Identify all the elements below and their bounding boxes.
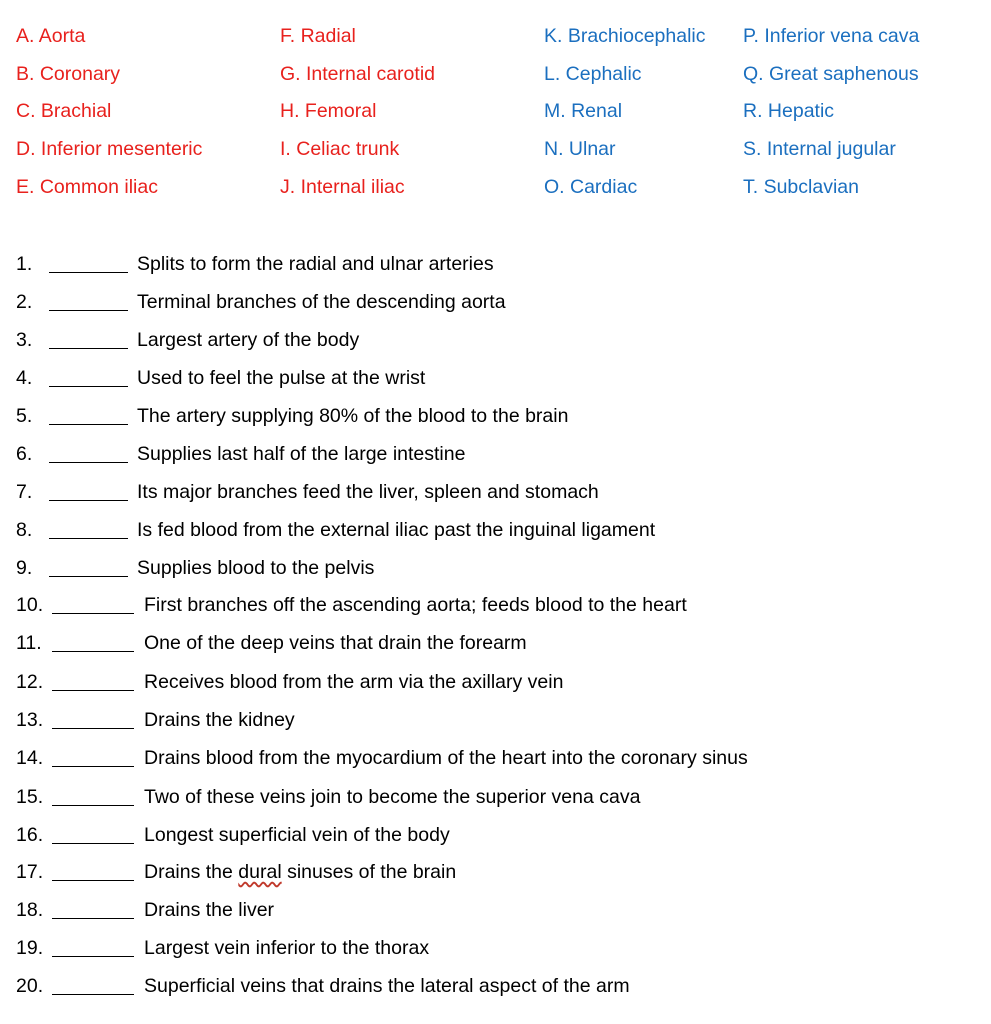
question-text: Largest vein inferior to the thorax xyxy=(144,937,430,959)
question-number: 10. xyxy=(16,594,44,616)
answer-blank[interactable] xyxy=(52,805,134,806)
question-text: Drains the dural sinuses of the brain xyxy=(144,861,457,883)
question-11 xyxy=(0,631,991,669)
term-q: Q. Great saphenous xyxy=(743,63,919,85)
term-o: O. Cardiac xyxy=(544,176,638,198)
answer-blank[interactable] xyxy=(49,538,128,539)
answer-blank[interactable] xyxy=(49,386,128,387)
question-text: Drains the kidney xyxy=(144,709,295,731)
question-number: 3. xyxy=(16,329,33,351)
question-text: Supplies blood to the pelvis xyxy=(137,557,375,579)
term-a: A. Aorta xyxy=(16,25,86,47)
answer-blank[interactable] xyxy=(49,576,128,577)
answer-blank[interactable] xyxy=(49,272,128,273)
answer-blank[interactable] xyxy=(52,843,134,844)
term-bank xyxy=(0,0,991,210)
question-text: Supplies last half of the large intestine xyxy=(137,443,466,465)
question-text: Largest artery of the body xyxy=(137,329,360,351)
question-4 xyxy=(0,366,991,404)
question-number: 16. xyxy=(16,824,44,846)
question-number: 15. xyxy=(16,786,44,808)
question-number: 12. xyxy=(16,671,44,693)
term-d: D. Inferior mesenteric xyxy=(16,138,203,160)
term-l: L. Cephalic xyxy=(544,63,642,85)
question-text: Used to feel the pulse at the wrist xyxy=(137,367,426,389)
term-b: B. Coronary xyxy=(16,63,121,85)
answer-blank[interactable] xyxy=(52,651,134,652)
answer-blank[interactable] xyxy=(49,310,128,311)
question-text: Drains the liver xyxy=(144,899,275,921)
question-number: 4. xyxy=(16,367,33,389)
question-number: 8. xyxy=(16,519,33,541)
question-number: 7. xyxy=(16,481,33,503)
question-19 xyxy=(0,936,991,974)
term-e: E. Common iliac xyxy=(16,176,158,198)
question-5 xyxy=(0,404,991,442)
question-number: 20. xyxy=(16,975,44,997)
spellcheck-word: dural xyxy=(238,861,282,883)
question-number: 13. xyxy=(16,709,44,731)
question-number: 17. xyxy=(16,861,44,883)
answer-blank[interactable] xyxy=(52,994,134,995)
answer-blank[interactable] xyxy=(49,500,128,501)
term-k: K. Brachiocephalic xyxy=(544,25,706,47)
question-10 xyxy=(0,593,991,631)
term-j: J. Internal iliac xyxy=(280,176,405,198)
term-t: T. Subclavian xyxy=(743,176,859,198)
question-8 xyxy=(0,518,991,556)
question-number: 1. xyxy=(16,253,33,275)
question-number: 9. xyxy=(16,557,33,579)
question-9 xyxy=(0,556,991,594)
question-number: 14. xyxy=(16,747,44,769)
term-m: M. Renal xyxy=(544,100,623,122)
term-f: F. Radial xyxy=(280,25,356,47)
answer-blank[interactable] xyxy=(52,613,134,614)
term-g: G. Internal carotid xyxy=(280,63,435,85)
term-c: C. Brachial xyxy=(16,100,112,122)
question-text: One of the deep veins that drain the forearm xyxy=(144,632,527,654)
answer-blank[interactable] xyxy=(52,728,134,729)
question-text: Its major branches feed the liver, spleen and stomach xyxy=(137,481,599,503)
question-text: Receives blood from the arm via the axillary vein xyxy=(144,671,564,693)
question-text: Drains blood from the myocardium of the heart into the coronary sinus xyxy=(144,747,748,769)
term-r: R. Hepatic xyxy=(743,100,835,122)
answer-blank[interactable] xyxy=(52,918,134,919)
question-text: Is fed blood from the external iliac past the inguinal ligament xyxy=(137,519,656,541)
term-i: I. Celiac trunk xyxy=(280,138,400,160)
question-number: 19. xyxy=(16,937,44,959)
question-2 xyxy=(0,290,991,328)
question-number: 18. xyxy=(16,899,44,921)
question-text: The artery supplying 80% of the blood to the brain xyxy=(137,405,569,427)
term-s: S. Internal jugular xyxy=(743,138,896,160)
question-number: 6. xyxy=(16,443,33,465)
answer-blank[interactable] xyxy=(52,956,134,957)
question-7 xyxy=(0,480,991,518)
question-1 xyxy=(0,252,991,290)
question-15 xyxy=(0,785,991,823)
question-13 xyxy=(0,708,991,746)
question-text: Superficial veins that drains the lateral aspect of the arm xyxy=(144,975,630,997)
question-16 xyxy=(0,823,991,861)
answer-blank[interactable] xyxy=(52,880,134,881)
question-17 xyxy=(0,860,991,898)
term-h: H. Femoral xyxy=(280,100,377,122)
answer-blank[interactable] xyxy=(49,462,128,463)
question-text: Terminal branches of the descending aorta xyxy=(137,291,506,313)
answer-blank[interactable] xyxy=(52,766,134,767)
answer-blank[interactable] xyxy=(49,424,128,425)
question-text: Splits to form the radial and ulnar arteries xyxy=(137,253,494,275)
answer-blank[interactable] xyxy=(49,348,128,349)
question-18 xyxy=(0,898,991,936)
question-14 xyxy=(0,746,991,784)
term-n: N. Ulnar xyxy=(544,138,616,160)
question-text: Two of these veins join to become the superior vena cava xyxy=(144,786,641,808)
question-number: 11. xyxy=(16,632,42,654)
question-text: First branches off the ascending aorta; feeds blood to the heart xyxy=(144,594,687,616)
question-text: Longest superficial vein of the body xyxy=(144,824,450,846)
question-6 xyxy=(0,442,991,480)
question-number: 5. xyxy=(16,405,33,427)
question-number: 2. xyxy=(16,291,33,313)
question-12 xyxy=(0,670,991,708)
term-p: P. Inferior vena cava xyxy=(743,25,920,47)
answer-blank[interactable] xyxy=(52,690,134,691)
question-3 xyxy=(0,328,991,366)
question-20 xyxy=(0,974,991,1012)
